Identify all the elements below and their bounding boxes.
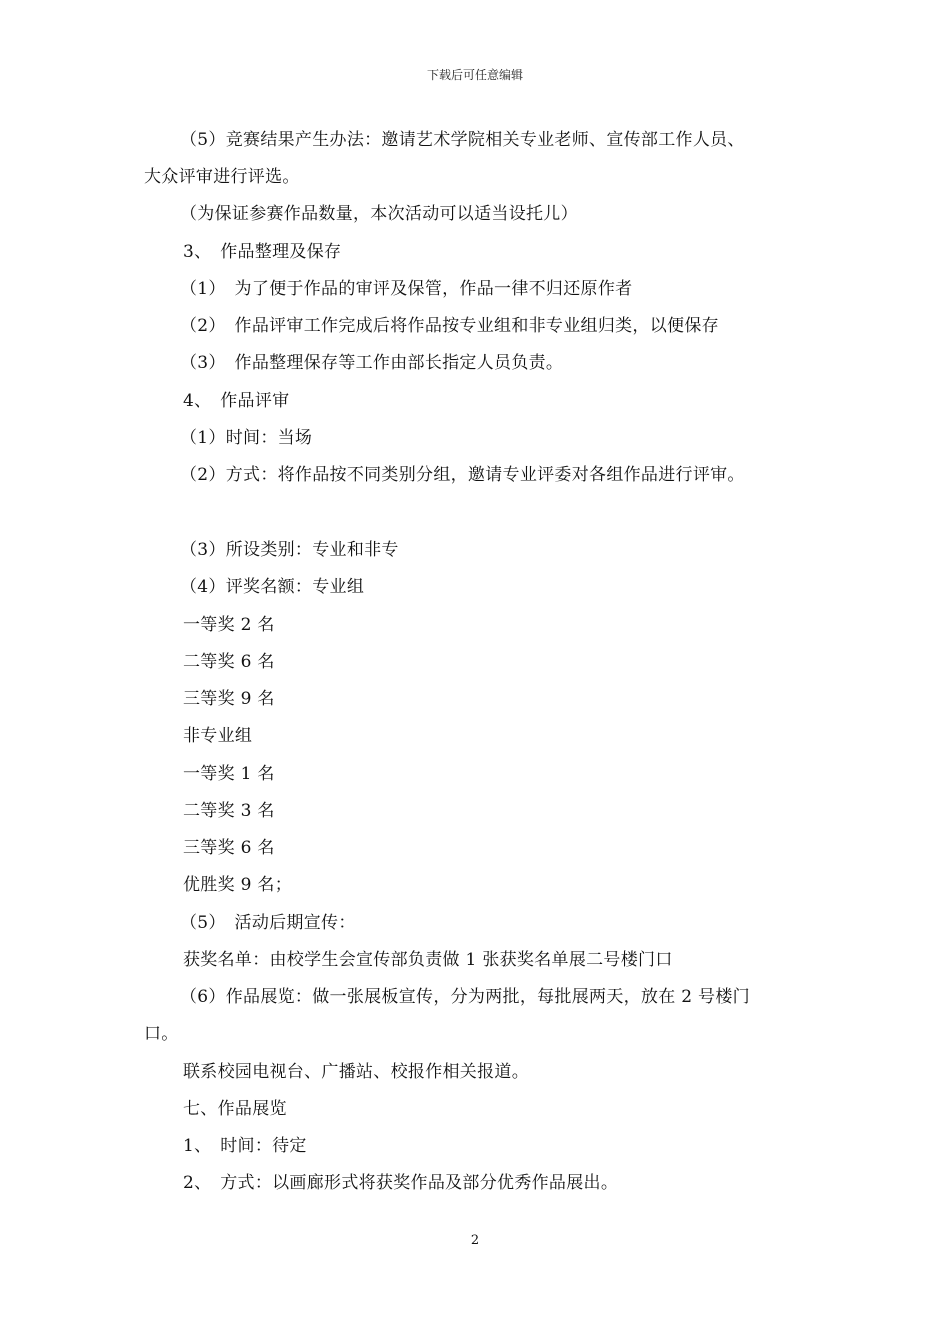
text-line: （3）所设类别：专业和非专: [180, 540, 399, 560]
text-line: （6）作品展览：做一张展板宣传，分为两批，每批展两天，放在 2 号楼门: [180, 987, 750, 1007]
text-line: 口。: [144, 1024, 179, 1044]
text-line: 大众评审进行评选。: [144, 167, 300, 187]
text-line: 4、 作品评审: [183, 391, 290, 411]
text-line: 三等奖 6 名: [183, 838, 275, 858]
text-line: 非专业组: [183, 726, 253, 746]
text-line: 1、 时间：待定: [183, 1136, 307, 1156]
text-line: 三等奖 9 名: [183, 689, 275, 709]
text-line: （1）时间：当场: [180, 428, 313, 448]
text-line: （5）竞赛结果产生办法：邀请艺术学院相关专业老师、宣传部工作人员、: [180, 130, 745, 150]
text-line: （为保证参赛作品数量，本次活动可以适当设托儿）: [180, 204, 578, 224]
text-line: （1） 为了便于作品的审评及保管，作品一律不归还原作者: [180, 279, 633, 299]
text-line: 2、 方式：以画廊形式将获奖作品及部分优秀作品展出。: [183, 1173, 619, 1193]
text-line: 3、 作品整理及保存: [183, 242, 342, 262]
page-number: 2: [470, 1233, 480, 1248]
text-line: （3） 作品整理保存等工作由部长指定人员负责。: [180, 353, 564, 373]
text-line: 获奖名单：由校学生会宣传部负责做 1 张获奖名单展二号楼门口: [183, 950, 673, 970]
text-line: 二等奖 3 名: [183, 801, 275, 821]
text-line: 七、作品展览: [183, 1099, 287, 1119]
text-line: （2）方式：将作品按不同类别分组，邀请专业评委对各组作品进行评审。: [180, 465, 745, 485]
text-line: 一等奖 2 名: [183, 615, 275, 635]
text-line: （5） 活动后期宣传：: [180, 913, 356, 933]
text-line: 一等奖 1 名: [183, 764, 275, 784]
text-line: 二等奖 6 名: [183, 652, 275, 672]
text-line: （4）评奖名额：专业组: [180, 577, 365, 597]
page-header: 下载后可任意编辑: [426, 68, 523, 82]
text-line: 联系校园电视台、广播站、校报作相关报道。: [183, 1062, 529, 1082]
text-line: （2） 作品评审工作完成后将作品按专业组和非专业组归类，以便保存: [180, 316, 719, 336]
text-line: 优胜奖 9 名；: [183, 875, 293, 895]
